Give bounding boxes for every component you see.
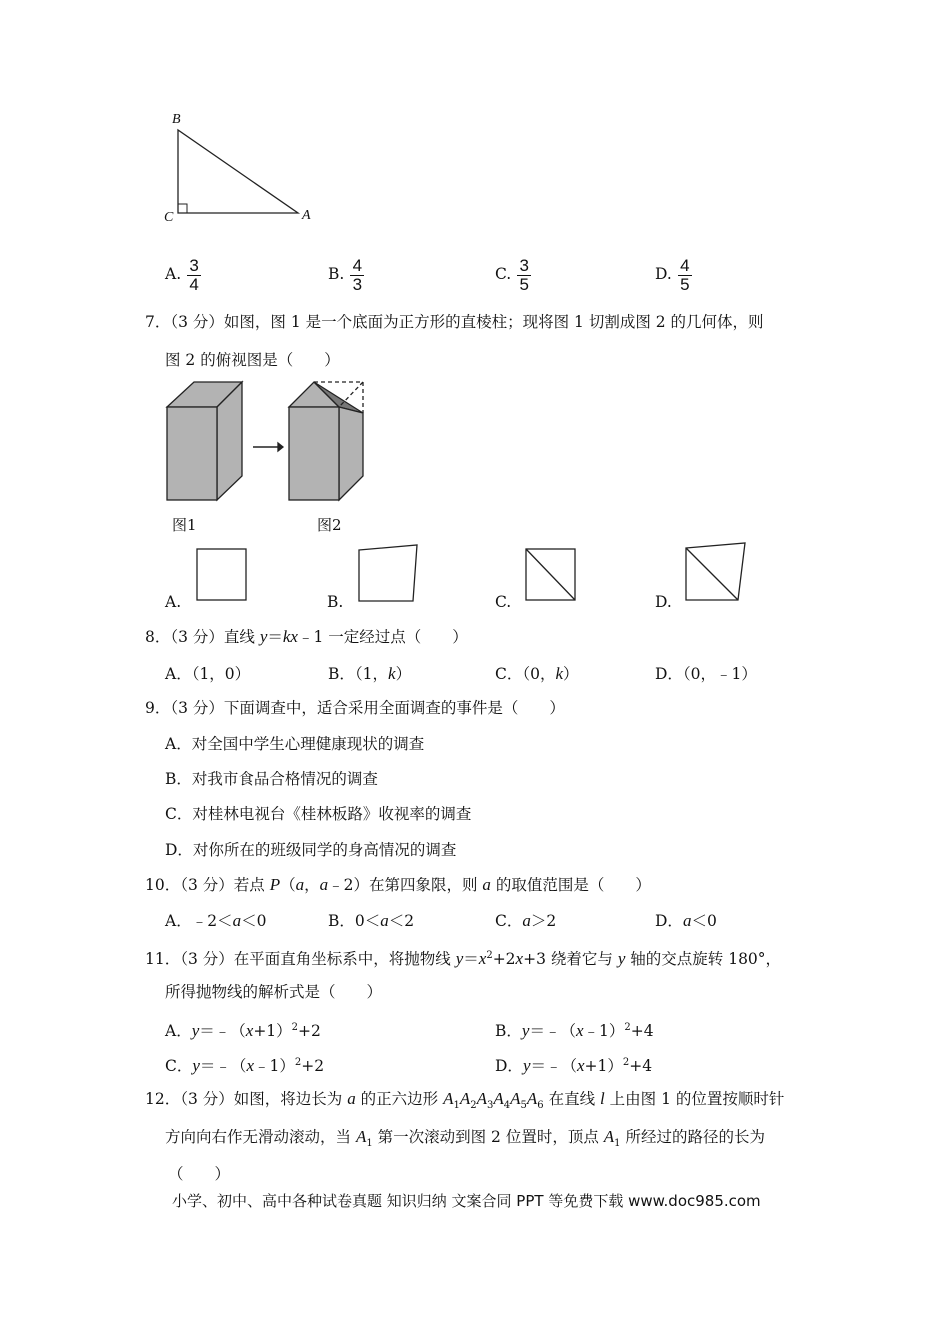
- text-segment: ）: [395, 665, 412, 683]
- option-letter: B.: [328, 265, 345, 283]
- text-segment: ＞2: [530, 912, 557, 930]
- text-segment: 所经过的路径的长为: [620, 1128, 765, 1146]
- text-segment: ＝﹣（: [530, 1057, 577, 1076]
- math-variable: y: [191, 1021, 200, 1041]
- text-segment: 7．（3 分）如图，图 1 是一个底面为正方形的直棱柱；现将图 1 切割成图 2 的几何体，则: [145, 313, 764, 331]
- math-variable: a: [319, 875, 329, 894]
- fraction: [517, 257, 531, 294]
- text-segment: ＝﹣（: [199, 1022, 246, 1041]
- subscript: 4: [503, 1100, 511, 1112]
- math-variable: a: [295, 875, 305, 894]
- text-segment: 所得抛物线的解析式是（ ）: [165, 983, 383, 1001]
- math-variable: x: [515, 949, 524, 969]
- text-segment: +3 绕着它与: [523, 950, 618, 969]
- math-variable: a: [232, 911, 242, 930]
- superscript: 2: [624, 1022, 631, 1033]
- q8-option-a[interactable]: [165, 664, 250, 684]
- question-8-text: [145, 627, 468, 647]
- denominator: 4: [189, 274, 199, 294]
- superscript: 2: [294, 1057, 302, 1068]
- math-variable: a: [380, 911, 389, 930]
- math-variable: y: [522, 1056, 531, 1076]
- q8-option-c[interactable]: [495, 664, 579, 684]
- numerator: 4: [352, 255, 363, 275]
- text-segment: B．0＜: [328, 912, 381, 930]
- math-variable: k: [388, 664, 396, 683]
- vertex-label-b: B: [172, 112, 181, 127]
- subscript: 3: [486, 1100, 494, 1112]
- text-segment: ，: [304, 876, 320, 894]
- q10-option-a[interactable]: [165, 911, 266, 931]
- text-segment: 第一次滚动到图 2 位置时，顶点: [372, 1128, 604, 1146]
- question-12-text: [145, 1089, 784, 1116]
- question-7-text: [145, 312, 764, 332]
- denominator: 5: [680, 274, 690, 294]
- q9-option-c[interactable]: [165, 804, 471, 824]
- math-variable: A: [510, 1089, 521, 1108]
- text-segment: D．（0，﹣1）: [655, 665, 757, 683]
- math-variable: y: [455, 949, 464, 969]
- text-segment: ＜2: [388, 912, 415, 930]
- math-variable: a: [682, 911, 692, 930]
- text-segment: 的正六边形: [355, 1090, 444, 1108]
- text-segment: +4: [629, 1057, 653, 1076]
- math-variable: a: [347, 1089, 356, 1108]
- q8-option-b[interactable]: [328, 664, 411, 684]
- subscript: 1: [366, 1138, 373, 1150]
- q10-option-d[interactable]: [655, 911, 717, 931]
- text-segment: 8．（3 分）直线: [145, 628, 260, 646]
- q7-option-c-letter[interactable]: C.: [495, 593, 512, 611]
- math-variable: a: [522, 911, 531, 930]
- q6-option-a[interactable]: [165, 254, 201, 294]
- text-segment: B．: [495, 1022, 522, 1041]
- q7-option-d-letter[interactable]: D.: [655, 593, 672, 611]
- q11-option-b[interactable]: [495, 1018, 654, 1041]
- text-segment: B．（1，: [328, 665, 389, 683]
- figure-2-label: 图2: [317, 516, 342, 534]
- q11-option-c[interactable]: [165, 1053, 324, 1076]
- q7-option-a-square: [196, 548, 248, 602]
- subscript: 6: [537, 1100, 544, 1112]
- math-variable: A: [493, 1089, 504, 1108]
- question-11-text: [145, 946, 781, 969]
- vertex-label-c: C: [164, 210, 174, 225]
- text-segment: ＝﹣（: [529, 1022, 576, 1041]
- question-9-text: [145, 698, 565, 718]
- fraction: [678, 257, 692, 294]
- text-segment: 轴的交点旋转 180°，: [625, 950, 782, 969]
- q6-option-d[interactable]: [655, 254, 692, 294]
- prism-figure: [150, 370, 400, 540]
- text-segment: C．对桂林电视台《桂林板路》收视率的调查: [165, 805, 472, 823]
- math-variable: A: [476, 1089, 487, 1108]
- text-segment: 在直线: [543, 1090, 601, 1108]
- text-segment: +1）: [253, 1022, 292, 1041]
- text-segment: 11．（3 分）在平面直角坐标系中，将抛物线: [145, 950, 456, 969]
- text-segment: C．: [165, 1057, 193, 1076]
- text-segment: C．（0，: [495, 665, 556, 683]
- q10-option-c[interactable]: [495, 911, 556, 931]
- text-segment: +2: [301, 1057, 325, 1076]
- math-variable: kx: [282, 627, 298, 646]
- subscript: 2: [470, 1100, 477, 1112]
- math-variable: k: [555, 664, 564, 683]
- question-10-text: [145, 875, 651, 895]
- text-segment: A．对全国中学生心理健康现状的调查: [165, 735, 425, 753]
- text-segment: 方向向右作无滑动滚动，当: [165, 1128, 356, 1146]
- text-segment: （: [280, 876, 296, 894]
- text-segment: 图 2 的俯视图是（ ）: [165, 351, 340, 369]
- math-variable: x: [478, 949, 487, 969]
- q6-option-c[interactable]: [495, 254, 531, 294]
- numerator: 3: [519, 255, 529, 275]
- math-variable: x: [575, 1021, 584, 1041]
- math-variable: A: [603, 1127, 615, 1146]
- fraction: [187, 257, 201, 294]
- question-11-text-cont: [165, 982, 382, 1002]
- text-segment: ＝: [463, 950, 479, 969]
- math-variable: x: [577, 1056, 585, 1076]
- math-variable: x: [246, 1056, 254, 1076]
- text-segment: A．（1，0）: [165, 665, 251, 683]
- math-variable: x: [245, 1021, 254, 1041]
- q7-option-d-quad-diagonal: [684, 541, 748, 603]
- text-segment: A．﹣2＜: [165, 912, 233, 930]
- math-variable: A: [443, 1089, 454, 1108]
- text-segment: +4: [630, 1022, 654, 1041]
- q9-option-b[interactable]: [165, 769, 378, 789]
- text-segment: 的取值范围是（ ）: [490, 876, 651, 894]
- text-segment: D．: [495, 1057, 523, 1076]
- q6-option-b[interactable]: [328, 254, 364, 294]
- text-segment: （ ）: [168, 1165, 231, 1183]
- fraction: [350, 257, 364, 294]
- q7-option-c-square-diagonal: [525, 548, 577, 602]
- numerator: 3: [189, 255, 199, 275]
- option-letter: D.: [655, 265, 672, 283]
- math-variable: A: [355, 1127, 367, 1146]
- math-variable: A: [459, 1089, 471, 1108]
- question-12-answer-blank: [168, 1164, 230, 1184]
- figure-1-label: 图1: [172, 516, 197, 534]
- text-segment: ﹣1 一定经过点（ ）: [297, 628, 468, 646]
- denominator: 5: [519, 274, 529, 294]
- math-variable: y: [192, 1056, 200, 1076]
- q7-option-a-letter[interactable]: A.: [165, 593, 182, 611]
- text-segment: D．对你所在的班级同学的身高情况的调查: [165, 841, 457, 859]
- text-segment: C．: [495, 912, 523, 930]
- text-segment: D．: [655, 912, 683, 930]
- text-segment: 12．（3 分）如图，将边长为: [145, 1090, 348, 1108]
- text-segment: ＜0: [691, 912, 717, 930]
- numerator: 4: [680, 255, 690, 275]
- denominator: 3: [352, 274, 363, 294]
- question-7-text-cont: [165, 350, 340, 370]
- math-variable: a: [482, 875, 491, 894]
- q9-option-d[interactable]: [165, 840, 456, 860]
- footer-note: 小学、初中、高中各种试卷真题 知识归纳 文案合同 PPT 等免费下载 www.doc985.com: [172, 1192, 761, 1210]
- text-segment: ＝﹣（: [199, 1057, 247, 1076]
- math-variable: y: [521, 1021, 530, 1041]
- math-variable: y: [259, 627, 268, 646]
- q7-option-b-quad: [357, 543, 419, 603]
- superscript: 2: [486, 950, 493, 961]
- q11-option-d[interactable]: [495, 1053, 652, 1076]
- text-segment: +1）: [584, 1057, 623, 1076]
- text-segment: +2: [492, 950, 516, 969]
- math-variable: P: [269, 875, 281, 894]
- text-segment: +2: [298, 1022, 321, 1041]
- question-12-text-cont: [165, 1127, 765, 1154]
- option-letter: A.: [165, 265, 182, 283]
- vertex-label-a: A: [302, 208, 311, 223]
- subscript: 5: [520, 1100, 527, 1112]
- q11-option-a[interactable]: [165, 1018, 321, 1041]
- text-segment: ＝: [267, 628, 283, 646]
- math-variable: y: [617, 949, 626, 969]
- text-segment: 9．（3 分）下面调查中，适合采用全面调查的事件是（ ）: [145, 699, 565, 717]
- q7-option-b-letter[interactable]: B.: [327, 593, 344, 611]
- text-segment: 上由图 1 的位置按顺时针: [604, 1090, 785, 1108]
- superscript: 2: [622, 1057, 630, 1068]
- text-segment: ﹣1）: [583, 1022, 625, 1041]
- text-segment: ＜0: [241, 912, 267, 930]
- math-variable: A: [526, 1089, 538, 1108]
- text-segment: ）: [563, 665, 579, 683]
- subscript: 1: [453, 1100, 460, 1112]
- superscript: 2: [291, 1022, 299, 1033]
- option-letter: C.: [495, 265, 512, 283]
- text-segment: B．对我市食品合格情况的调查: [165, 770, 378, 788]
- math-variable: l: [600, 1089, 605, 1108]
- q10-option-b[interactable]: [328, 911, 414, 931]
- subscript: 1: [614, 1138, 621, 1150]
- text-segment: ﹣1）: [253, 1057, 295, 1076]
- text-segment: ﹣2）在第四象限，则: [328, 876, 483, 894]
- text-segment: 10．（3 分）若点: [145, 876, 270, 894]
- text-segment: A．: [165, 1022, 192, 1041]
- q9-option-a[interactable]: [165, 734, 424, 754]
- q8-option-d[interactable]: [655, 664, 757, 684]
